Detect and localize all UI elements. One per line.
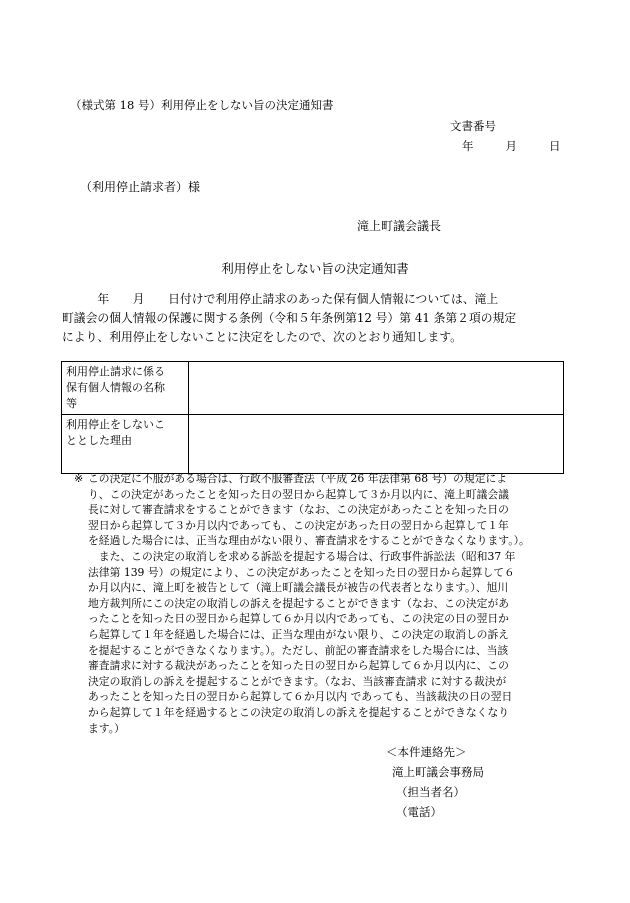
contact-heading: ＜本件連絡先＞ [386, 745, 467, 759]
form-label: （様式第 18 号）利用停止をしない旨の決定通知書 [70, 98, 334, 112]
note-line: か月以内に、滝上町を被告として（滝上町議会議長が被告の代表者となります。）、旭川 [88, 581, 509, 595]
note-line: 法律第 139 号）の規定により、この決定があったことを知った日の翌日から起算して６ [88, 565, 515, 579]
document-title: 利用停止をしない旨の決定通知書 [221, 261, 409, 276]
contact-block [386, 742, 484, 822]
note-line: また、この決定の取消しを求める訴訟を提起する場合は、行政事件訴訟法（昭和37 年 [88, 549, 516, 563]
note-line: ったことを知った日の翌日から起算して６か月以内であっても、この決定の日の翌日か [88, 612, 509, 626]
note-line: から起算して１年を経過するとこの決定の取消しの訴えを提起することができなくなり [88, 705, 510, 719]
contact-phone: （電話） [396, 805, 442, 819]
note-line: 長に対して審査請求をすることができます（なお、この決定があったことを知った日の [88, 503, 509, 517]
table-row [62, 362, 564, 415]
body-line: により、利用停止をしないことに決定をしたので、次のとおり通知します。 [62, 330, 462, 344]
document-date [462, 138, 561, 154]
document-number-label: 文書番号 [450, 119, 496, 133]
note-line: 決定の取消しの訴えを提起することができます。（なお、当該審査請求 に対する裁決が [88, 674, 507, 688]
note-mark: ※ [74, 472, 84, 485]
table-row [62, 415, 564, 474]
label-line: 利用停止請求に係る [66, 365, 165, 378]
label-line: 保有個人情報の名称 [66, 381, 165, 394]
note-line: 審査請求に対する裁決があったことを知った日の翌日から起算して６か月以内に、この [88, 659, 509, 673]
label-line: 利用停止をしないこ [66, 418, 165, 431]
addressee: （利用停止請求者）様 [80, 180, 201, 194]
note-body [74, 471, 574, 736]
note-line: り、この決定があったことを知った日の翌日から起算して３か月以内に、滝上町議会議 [88, 487, 509, 501]
label-line: ととした理由 [66, 434, 132, 447]
info-table [61, 361, 564, 474]
appeal-note [74, 471, 574, 736]
sender: 滝上町議会議長 [357, 219, 442, 233]
contact-office: 滝上町議会事務局 [392, 765, 484, 779]
date-year: 年 [462, 139, 474, 153]
table-label-reason [62, 415, 189, 474]
date-month: 月 [505, 139, 517, 153]
note-line: を経過した場合には、正当な理由がない限り、審査請求をすることができなくなります。）。 [88, 534, 530, 548]
table-value-info-name [189, 362, 564, 415]
note-line: ら起算して１年を経過した場合には、正当な理由がない限り、この決定の取消しの訴え [88, 627, 510, 641]
body-line: 町議会の個人情報の保護に関する条例（令和５年条例第12 号）第 41 条第２項の規定 [62, 311, 517, 325]
note-line: あったことを知った日の翌日から起算して６か月以内 であっても、当該裁決の日の翌日 [88, 690, 513, 704]
table-value-reason [189, 415, 564, 474]
body-line: 年 月 日付けで利用停止請求のあった保有個人情報については、滝上 [62, 292, 499, 306]
table-label-info-name [62, 362, 189, 415]
date-day: 日 [549, 139, 561, 153]
body-paragraph [62, 290, 572, 347]
note-line: を提起することができなくなります。）。ただし、前記の審査請求をした場合には、当該 [88, 643, 509, 657]
note-line: 地方裁判所にこの決定の取消しの訴えを提起することができます（なお、この決定があ [88, 596, 510, 610]
note-line: ます。） [88, 721, 125, 735]
contact-person: （担当者名） [396, 785, 465, 799]
note-line: この決定に不服がある場合は、行政不服審査法（平成 26 年法律第 68 号）の規定によ [88, 472, 508, 485]
note-line: 翌日から起算して３か月以内であっても、この決定があった日の翌日から起算して１年 [88, 518, 509, 532]
label-line: 等 [66, 397, 77, 410]
